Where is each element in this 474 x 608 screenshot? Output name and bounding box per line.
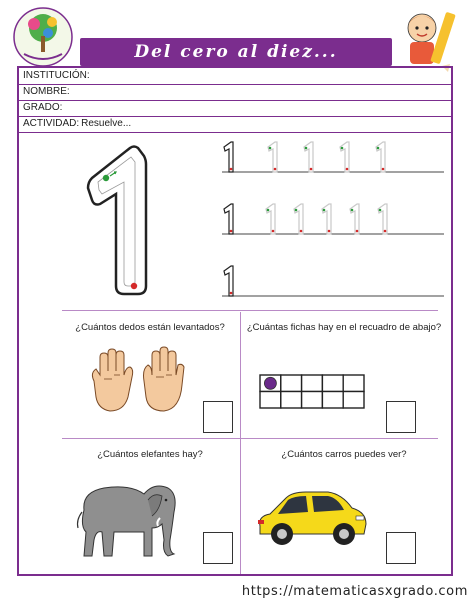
big-digit-outline bbox=[78, 142, 174, 302]
answer-box-chips[interactable] bbox=[386, 401, 416, 433]
activity-field[interactable] bbox=[19, 116, 451, 133]
grade-value[interactable] bbox=[62, 102, 64, 113]
question-elephants: ¿Cuántos elefantes hay? bbox=[97, 449, 203, 460]
grade-field[interactable] bbox=[19, 100, 451, 117]
school-logo-icon bbox=[12, 6, 74, 68]
name-label: NOMBRE: bbox=[23, 86, 70, 97]
answer-box-cars[interactable] bbox=[386, 532, 416, 564]
institution-label: INSTITUCIÓN: bbox=[23, 70, 90, 81]
grade-label: GRADO: bbox=[23, 102, 63, 113]
chip-1 bbox=[264, 377, 276, 389]
hands-icon bbox=[86, 345, 190, 417]
page-title: Del cero al diez... bbox=[134, 42, 338, 62]
answer-box-elephants[interactable] bbox=[203, 532, 233, 564]
question-cars: ¿Cuántos carros puedes ver? bbox=[281, 449, 407, 460]
question-fingers: ¿Cuántos dedos están levantados? bbox=[75, 322, 225, 333]
car-icon bbox=[256, 486, 370, 548]
divider-top bbox=[62, 310, 438, 311]
kid-mascot-icon bbox=[392, 4, 466, 74]
end-dot bbox=[131, 283, 137, 289]
footer-url-link[interactable]: https://matematicasxgrado.com bbox=[241, 584, 468, 599]
institution-field[interactable] bbox=[19, 68, 451, 85]
question-chips: ¿Cuántas fichas hay en el recuadro de abajo? bbox=[246, 322, 442, 333]
institution-value[interactable] bbox=[90, 70, 92, 81]
title-banner bbox=[80, 38, 392, 66]
divider-vertical bbox=[240, 312, 241, 574]
name-field[interactable] bbox=[19, 84, 451, 101]
trace-row-3[interactable] bbox=[222, 264, 444, 298]
ten-frame bbox=[258, 373, 366, 411]
answer-box-fingers[interactable] bbox=[203, 401, 233, 433]
divider-middle bbox=[62, 438, 438, 439]
activity-label: ACTIVIDAD: bbox=[23, 118, 80, 129]
start-dot bbox=[103, 175, 109, 181]
name-value[interactable] bbox=[70, 86, 72, 97]
trace-row-2[interactable] bbox=[222, 202, 444, 236]
elephant-icon bbox=[74, 470, 184, 566]
activity-value[interactable]: Resuelve... bbox=[81, 118, 132, 129]
trace-row-1[interactable] bbox=[222, 140, 444, 174]
